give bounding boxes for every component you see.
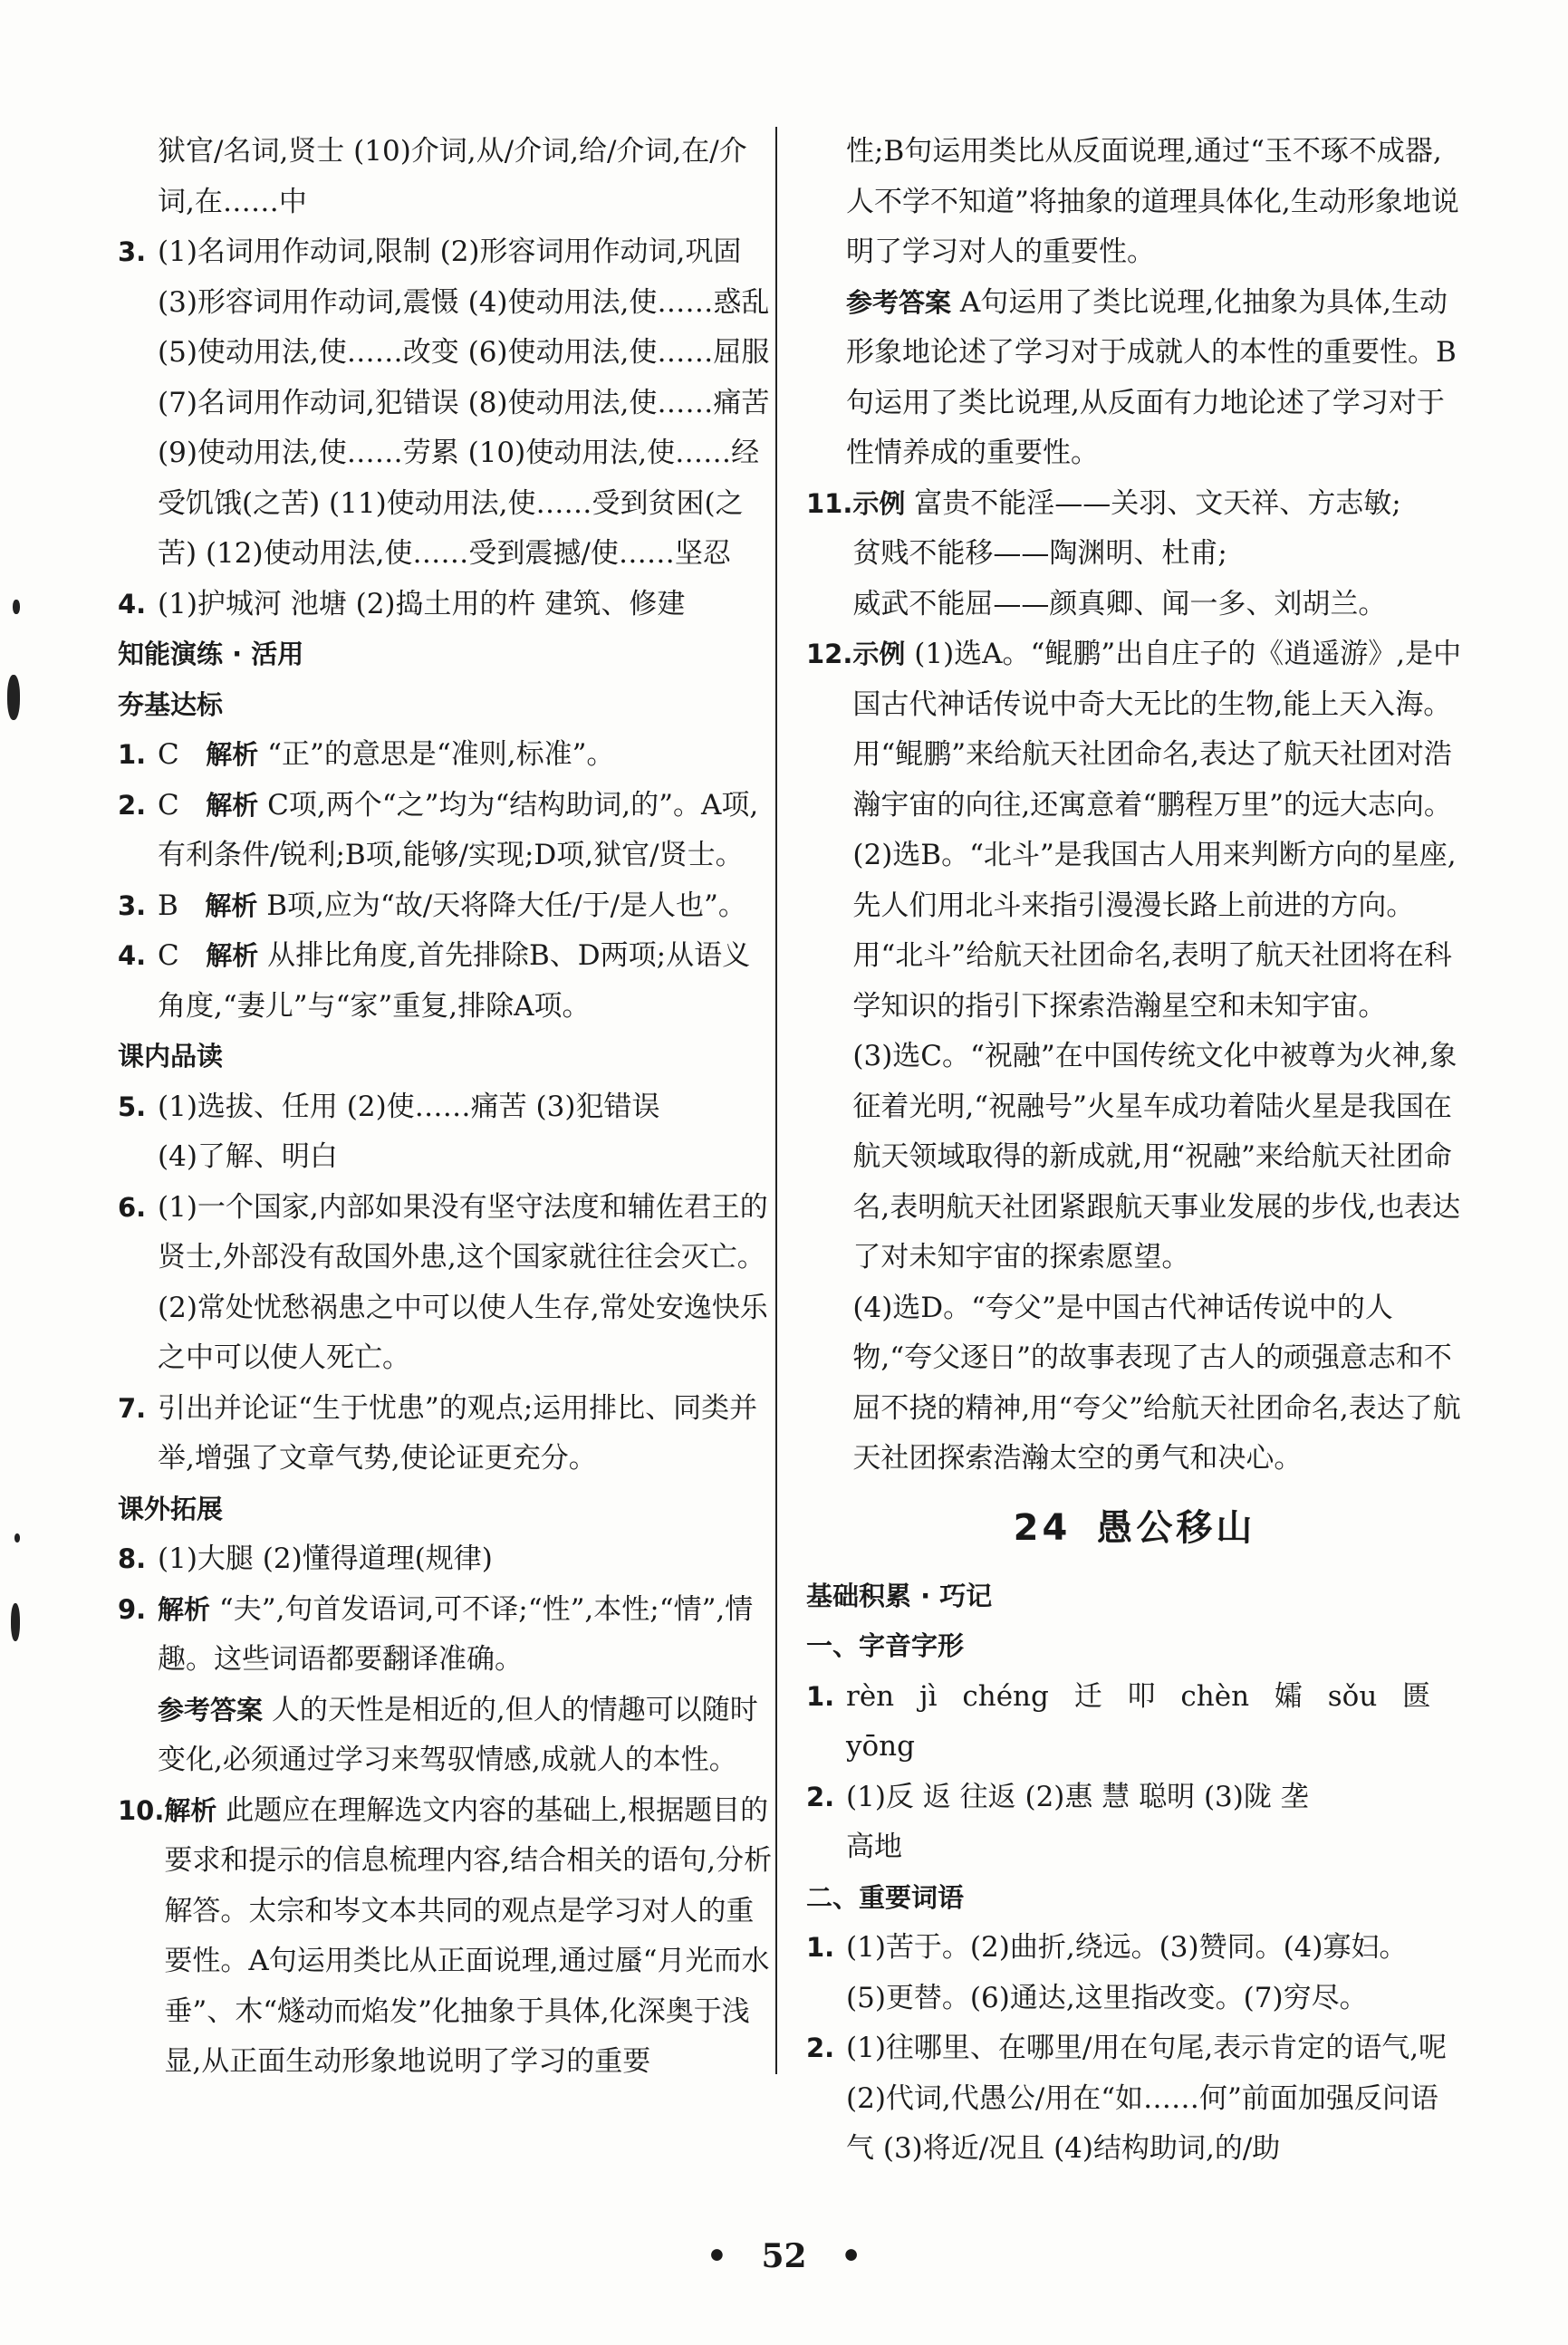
subsection-heading: 二、重要词语 [806,1881,965,1913]
lesson-name: 愚公移山 [1096,1506,1256,1549]
answer-choice: B [158,889,178,922]
label-jiexi: 解析 [206,940,259,971]
answer-item [806,479,1463,630]
explanation-text: 从排比角度,首先排除B、D两项;从语义角度,“妻儿”与“家”重复,排除A项。 [158,939,751,1023]
answer-paragraph [846,278,1463,479]
label-jiexi: 解析 [206,789,259,821]
explanation-text: C项,两个“之”均为“结构助词,的”。A项,有利条件/锐利;B项,能够/实现;D项,狱官/贤士。 [158,788,759,871]
item-line: 贫贱不能移——陶渊明、杜甫; [852,537,1227,570]
item-text: (1)往哪里、在哪里/用在句尾,表示肯定的语气,呢 (2)代词,代愚公/用在“如……何”前面加强反问语气 (3)将近/况且 (4)结构助词,的/助 [846,2032,1448,2165]
label-jiexi: 解析 [206,739,259,770]
item-number: 1. [118,739,147,770]
item-paragraph: (4)选D。“夸父”是中国古代神话传说中的人物,“夸父逐日”的故事表现了古人的顽强意志和不屈不挠的精神,用“夸父”给航天社团命名,表达了航天社团探索浩瀚太空的勇气和决心。 [852,1291,1461,1475]
item-number: 1. [806,1680,835,1712]
explanation-text: 此题应在理解选文内容的基础上,根据题目的要求和提示的信息梳理内容,结合相关的语句,分析解答。太宗和岑文本共同的观点是学习对人的重要性。A句运用类比从正面说理,通过蜃“月光而水垂”、木“燧动而焰发”化抽象于具体,化深奥于浅显,从正面生动形象地说明了学习的重要 [164,1793,773,2078]
answer-item [118,1786,774,2088]
bullet-right: • [841,2237,862,2275]
right-column [806,127,1463,2175]
scan-mark [13,600,20,614]
item-number: 2. [806,2033,835,2063]
answer-item [806,629,1463,1485]
label-example: 示例 [852,639,906,669]
subsection-heading: 课外拓展 [118,1493,224,1524]
left-column [118,127,774,2088]
label-example: 示例 [852,487,906,519]
lesson-number: 24 [1013,1506,1072,1549]
item-line: 威武不能屈——颜真卿、闻一多、刘胡兰。 [852,587,1387,620]
label-answer: 参考答案 [846,286,952,318]
item-line: 富贵不能淫——关羽、文天祥、方志敏; [914,486,1401,520]
continued-text: 狱官/名词,贤士 (10)介词,从/介词,给/介词,在/介词,在……中 [158,135,747,218]
item-number: 8. [118,1543,147,1574]
page-number-value: 52 [761,2237,807,2275]
label-answer: 参考答案 [158,1694,264,1725]
item-number: 6. [118,1191,147,1223]
answer-choice: C [158,738,179,771]
answer-item [118,1082,774,1183]
answer-item [806,1923,1463,2023]
item-line: (1)选拔、任用 (2)使……痛苦 (3)犯错误 [158,1090,660,1123]
item-number: 10. [118,1794,165,1826]
item-line: (4)了解、明白 [158,1140,338,1173]
item-line: (5)更替。(6)通达,这里指改变。(7)穷尽。 [846,1981,1368,2014]
page-number [0,2237,1568,2275]
item-text: (1)名词用作动词,限制 (2)形容词用作动词,巩固 (3)形容词用作动词,震慑 (4)使动用法,使……惑乱 (5)使动用法,使……改变 (6)使动用法,使……屈服 (7)名词用作动词,犯错误 (8)使动用法,使……痛苦 (9)使动用法,使……劳累 (10)使动用法,使……经受饥饿(之苦) (11)使动用法,使……受到贫困(之苦) (12)使动用法,使……受到震撼/使……坚忍 [158,235,770,570]
subsection-heading: 一、字音字形 [806,1630,965,1661]
item-text: (1)护城河 池塘 (2)捣土用的杵 建筑、修建 [158,587,686,620]
answer-choice: C [158,788,179,822]
item-number: 4. [118,940,147,971]
item-text: (1)大腿 (2)懂得道理(规律) [158,1543,493,1575]
answer-item [118,1585,774,1786]
answer-item [118,881,774,932]
answer-item [806,2023,1463,2175]
column-divider [775,127,777,2074]
answer-item [118,1183,774,1384]
answer-text: A句运用了类比说理,化抽象为具体,生动形象地论述了学习对于成就人的本性的重要性。B句运用了类比说理,从反面有力地论述了学习对于性情养成的重要性。 [846,285,1457,469]
subsection-heading: 夯基达标 [118,688,224,720]
item-number: 2. [806,1781,835,1812]
item-number: 4. [118,588,147,620]
item-number: 5. [118,1091,147,1122]
item-number: 3. [118,236,147,267]
answer-item [118,227,774,580]
answer-item [806,1672,1463,1773]
item-number: 11. [806,487,853,519]
item-paragraph: (1)选A。“鲲鹏”出自庄子的《逍遥游》,是中国古代神话传说中奇大无比的生物,能上天入海。用“鲲鹏”来给航天社团命名,表达了航天社团对浩瀚宇宙的向往,还寓意着“鹏程万里”的远大志向。 [852,638,1462,822]
item-line: (1)反 返 往返 (2)惠 慧 聪明 (3)陇 垄 [846,1780,1309,1813]
answer-item [118,931,774,1032]
answer-item [806,1773,1463,1873]
scan-mark [11,1603,20,1641]
answer-text: 人的天性是相近的,但人的情趣可以随时变化,必须通过学习来驾驭情感,成就人的本性。 [158,1693,758,1776]
item-paragraph: (2)常处忧愁祸患之中可以使人生存,常处安逸快乐之中可以使人死亡。 [158,1291,768,1374]
scan-mark [7,675,20,720]
explanation-text: B项,应为“故/天将降大任/于/是人也”。 [266,889,746,922]
bullet-left: • [706,2237,727,2275]
item-number: 12. [806,639,853,669]
item-number: 2. [118,789,147,821]
answer-item [118,1384,774,1485]
explanation-text: “夫”,句首发语词,可不译;“性”,本性;“情”,情趣。这些词语都要翻译准确。 [158,1592,754,1676]
item-number: 3. [118,889,147,921]
scan-mark [14,1533,20,1543]
label-jiexi: 解析 [158,1593,211,1625]
subsection-heading: 课内品读 [118,1041,224,1072]
item-paragraph: (3)选C。“祝融”在中国传统文化中被尊为火神,象征着光明,“祝融号”火星车成功着陆火星是我国在航天领域取得的新成就,用“祝融”来给航天社团命名,表明航天社团紧跟航天事业发展的步伐,也表达了对未知宇宙的探索愿望。 [852,1040,1461,1273]
item-paragraph: (2)选B。“北斗”是我国古人用来判断方向的星座,先人们用北斗来指引漫漫长路上前进的方向。用“北斗”给航天社团命名,表明了航天社团将在科学知识的指引下探索浩瀚星空和未知宇宙。 [852,839,1457,1023]
item-number: 1. [806,1932,835,1963]
item-line: 高地 [846,1831,902,1863]
item-number: 9. [118,1593,147,1625]
item-line: (1)苦于。(2)曲折,绕远。(3)赞同。(4)寡妇。 [846,1931,1408,1964]
answer-choice: C [158,939,179,972]
continued-text: 性;B句运用类比从反面说理,通过“玉不琢不成器,人不学不知道”将抽象的道理具体化,生动形象地说明了学习对人的重要性。 [846,135,1459,268]
section-heading: 知能演练 · 活用 [118,639,304,669]
lesson-title [806,1485,1463,1571]
label-jiexi: 解析 [205,889,258,921]
answer-item [118,781,774,881]
section-heading: 基础积累 · 巧记 [806,1580,993,1611]
item-line: rèn jì chéng 迁 叩 chèn 孀 sǒu 匮 [846,1679,1431,1713]
item-line: yōng [846,1730,915,1763]
answer-item [118,1534,774,1585]
answer-item [118,580,774,630]
label-jiexi: 解析 [164,1794,217,1826]
item-paragraph: (1)一个国家,内部如果没有坚守法度和辅佐君王的贤士,外部没有敌国外患,这个国家就往往会灭亡。 [158,1190,768,1273]
answer-item [118,730,774,781]
explanation-text: “正”的意思是“准则,标准”。 [267,738,615,771]
item-text: 引出并论证“生于忧患”的观点;运用排比、同类并举,增强了文章气势,使论证更充分。 [158,1391,758,1475]
item-number: 7. [118,1392,147,1424]
